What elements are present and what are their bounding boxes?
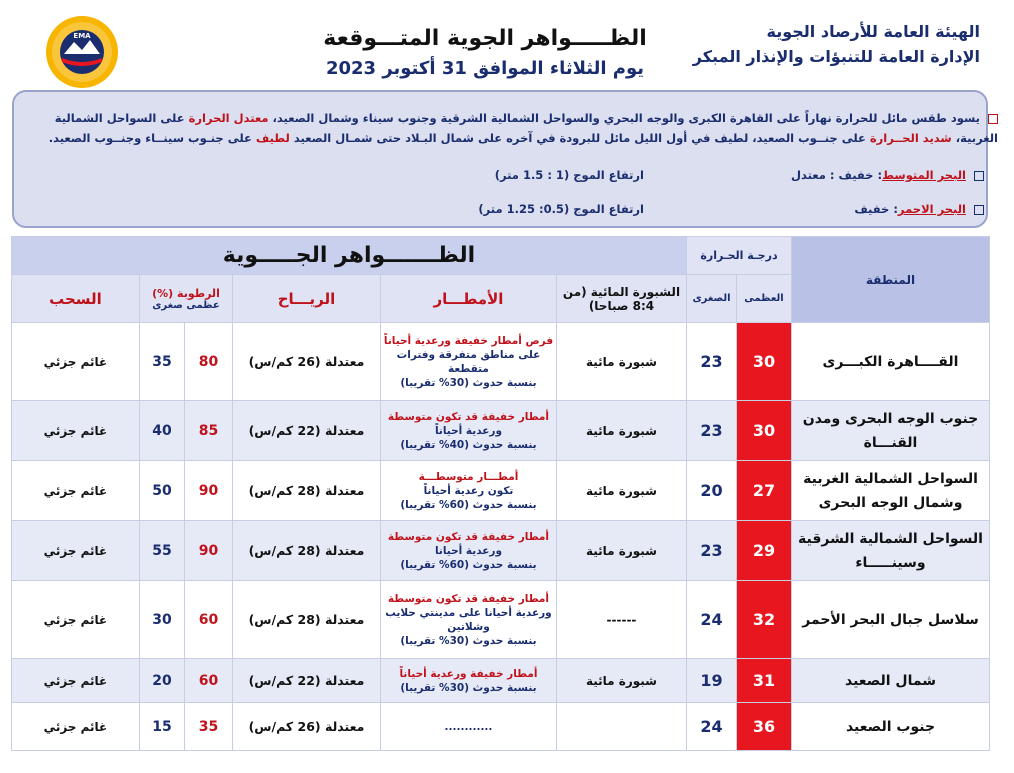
rain-value: ............ [380,703,556,751]
summary-text: يسود طقس مائل للحرارة نهاراً على القاهرة الكبرى والوجه البحري والسواحل الشمالية الشرقية وجنوب سيناء وشمال الصعيد، معتدل الحرارة على السواحل الشمالية الغربية، شديد الحــرارة على جنــوب الصعيد، لطيف في أول الليل مائل للبرودة في آخره على شمال البـلاد حتى شمـال الصعيد لطيف على جنـوب سينــاء وجنــوب الصعيد. [48,111,998,145]
wind-value: معتدلة (26 كم/س) [232,703,380,751]
fog-value [556,703,686,751]
table-row [11,581,989,659]
region-name: السواحل الشمالية الغربية وشمال الوجه البحرى [792,461,990,521]
humidity-min: 40 [139,401,184,461]
fog-value: شبورة مائية [556,401,686,461]
wind-value: معتدلة (26 كم/س) [232,323,380,401]
temp-max: 27 [737,461,792,521]
rain-value: أمطار خفيفة قد تكون متوسطة ورعدية أحياناً بنسبة حدوث (40% تقريبا) [380,401,556,461]
table-row [11,461,989,521]
fog-value: شبورة مائية [556,659,686,703]
fog-value: ------ [556,581,686,659]
cloud-value: غائم جزئي [11,521,139,581]
humidity-min: 30 [139,581,184,659]
table-title: الظـــــــواهر الجـــــوية [11,237,686,275]
region-name: القــــاهرة الكبـــرى [792,323,990,401]
temp-min: 24 [686,703,736,751]
wind-value: معتدلة (22 كم/س) [232,401,380,461]
humidity-max: 35 [184,703,232,751]
table-row [11,703,989,751]
rain-value: فرص أمطار خفيفة ورعدية أحياناً على مناطق متفرقة وفترات متقطعة بنسبة حدوث (30% تقريبا) [380,323,556,401]
ema-logo [44,14,120,90]
bullet-icon [974,171,984,181]
temp-min: 23 [686,323,736,401]
humidity-min: 50 [139,461,184,521]
temp-max: 30 [737,323,792,401]
humidity-max: 80 [184,323,232,401]
page-title: الظـــــواهر الجوية المتـــوقعة [323,26,647,51]
humidity-max: 90 [184,461,232,521]
temp-min: 23 [686,521,736,581]
fog-value: شبورة مائية [556,521,686,581]
col-region-header: المنطقة [792,237,990,323]
humidity-min: 35 [139,323,184,401]
rain-value: أمطار خفيفة ورعدية أحياناً بنسبة حدوث (30% تقريبا) [380,659,556,703]
med-wave-height: ارتفاع الموج (1 : 1.5 متر) [494,168,644,182]
rain-value: أمطـــار متوسطـــة تكون رعدية أحياناً بنسبة حدوث (60% تقريبا) [380,461,556,521]
org-department: الإدارة العامة للتنبؤات والإنذار المبكر [692,47,980,66]
rain-value: أمطار خفيفة قد تكون متوسطة ورعدية أحيانا على مدينتي حلايب وشلاتين بنسبة حدوث (30% تقريبا) [380,581,556,659]
temp-max: 31 [737,659,792,703]
humidity-max: 60 [184,581,232,659]
col-cloud-header: السحب [11,275,139,323]
cloud-value: غائم جزئي [11,703,139,751]
rain-value: أمطار خفيفة قد تكون متوسطة ورعدية أحيانا بنسبة حدوث (60% تقريبا) [380,521,556,581]
logo-text: EMA [73,32,91,40]
forecast-date: يوم الثلاثاء الموافق 31 أكتوبر 2023 [325,58,645,79]
temp-min: 20 [686,461,736,521]
weather-table [12,236,990,756]
med-sea-state: البحر المتوسط: خفيف : معتدل [764,168,984,182]
temp-max: 32 [737,581,792,659]
temp-min: 23 [686,401,736,461]
wind-value: معتدلة (28 كم/س) [232,521,380,581]
col-max-header: العظمى [737,275,792,323]
humidity-min: 55 [139,521,184,581]
temp-min: 24 [686,581,736,659]
red-sea-state: البحر الاحمر: خفيف [764,202,984,216]
red-wave-height: ارتفاع الموج (0.5: 1.25 متر) [478,202,644,216]
wind-value: معتدلة (28 كم/س) [232,461,380,521]
temp-max: 30 [737,401,792,461]
table-row [11,521,989,581]
table-row [11,323,989,401]
cloud-value: غائم جزئي [11,581,139,659]
wind-value: معتدلة (28 كم/س) [232,581,380,659]
bullet-icon [988,114,998,124]
region-name: جنوب الوجه البحرى ومدن القنـــاة [792,401,990,461]
region-name: شمال الصعيد [792,659,990,703]
humidity-min: 15 [139,703,184,751]
col-min-header: الصغرى [686,275,736,323]
temp-max: 29 [737,521,792,581]
fog-value: شبورة مائية [556,323,686,401]
col-wind-header: الريـــاح [232,275,380,323]
fog-value: شبورة مائية [556,461,686,521]
org-name: الهيئة العامة للأرصاد الجوية [766,22,980,41]
col-rain-header: الأمطـــار [380,275,556,323]
humidity-max: 90 [184,521,232,581]
humidity-max: 60 [184,659,232,703]
table-row [11,401,989,461]
temp-min: 19 [686,659,736,703]
humidity-min: 20 [139,659,184,703]
cloud-value: غائم جزئي [11,401,139,461]
temp-max: 36 [737,703,792,751]
table-row [11,659,989,703]
region-name: جنوب الصعيد [792,703,990,751]
cloud-value: غائم جزئي [11,323,139,401]
cloud-value: غائم جزئي [11,659,139,703]
humidity-max: 85 [184,401,232,461]
col-temp-header: درجـة الحـرارة [686,237,791,275]
bullet-icon [974,205,984,215]
region-name: سلاسل جبال البحر الأحمر [792,581,990,659]
region-name: السواحل الشمالية الشرقية وسينـــــاء [792,521,990,581]
col-humidity-header: الرطوبة (%) عظمى صغرى [139,275,232,323]
wind-value: معتدلة (22 كم/س) [232,659,380,703]
col-fog-header: الشبورة المائية (من 8:4 صباحا) [556,275,686,323]
cloud-value: غائم جزئي [11,461,139,521]
